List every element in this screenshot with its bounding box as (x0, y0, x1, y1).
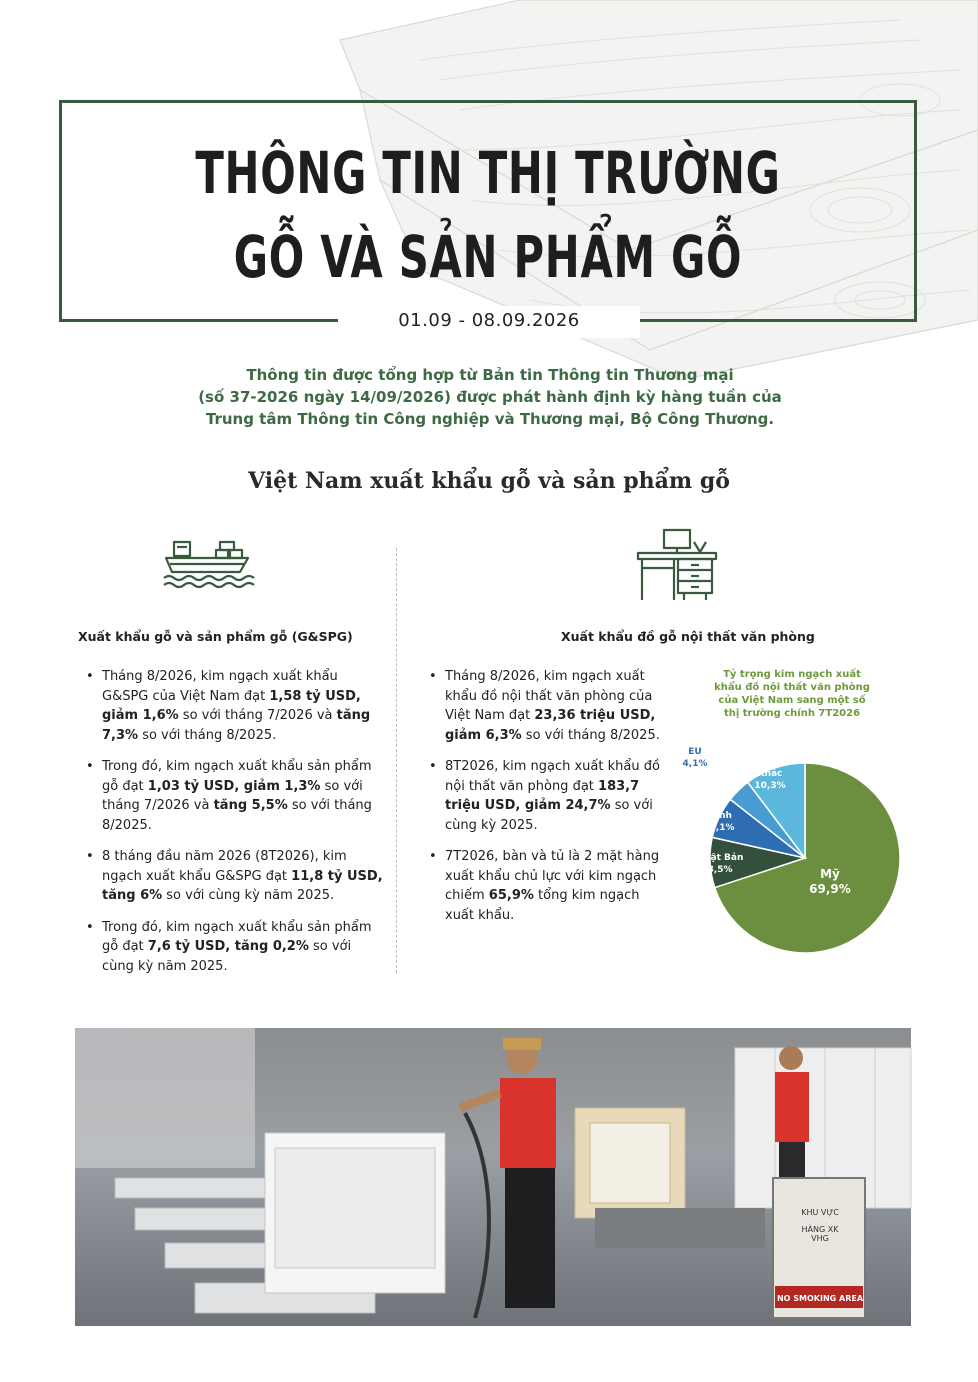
left-bullet-4-mid: so với cùng kỳ năm 2025. (102, 939, 352, 974)
right-bullet-2-pre: 8T2026, kim ngạch xuất khẩu đồ nội thất văn phòng đạt (445, 759, 660, 794)
left-bullet-2-b1: 1,03 tỷ USD, giảm 1,3% (147, 778, 321, 794)
sign-line-3: VHG (811, 1234, 829, 1243)
title-line-1: THÔNG TIN THỊ TRƯỜNG (195, 139, 781, 207)
left-bullet-1-post: so với tháng 8/2025. (138, 727, 277, 743)
pie-label-3-label: Anh (712, 811, 732, 821)
source-line-3: Trung tâm Thông tin Công nghiệp và Thương mại, Bộ Công Thương. (205, 410, 775, 428)
right-bullet-1 (445, 667, 667, 745)
pie-label-4-display: 4,1% (682, 759, 708, 769)
right-bullet-3-b1: 65,9% (488, 888, 534, 903)
left-bullet-1 (102, 667, 386, 745)
left-bullet-4-b1: 7,6 tỷ USD, tăng 0,2% (147, 939, 309, 954)
sign-line-1: KHU VỰC (801, 1208, 839, 1217)
pie-label-5-display: 10,3% (754, 781, 786, 791)
pie-label-1-display: 69,9% (809, 882, 851, 896)
left-bullet-4 (102, 918, 386, 977)
left-bullet-3-b1: 11,8 tỷ USD, tăng 6% (102, 868, 383, 903)
date-range: 01.09 - 08.09.2026 (398, 310, 580, 331)
right-bullet-2-mid: so với cùng kỳ 2025. (445, 798, 653, 833)
pie-label-3-display: 7,1% (709, 823, 735, 833)
left-bullet-3-pre: 8 tháng đầu năm 2026 (8T2026), kim ngạch xuất khẩu G&SPG đạt (102, 849, 347, 884)
left-bullet-list (84, 667, 386, 988)
right-bullet-1-b1: 23,36 triệu USD, giảm 6,3% (445, 708, 656, 743)
pie-chart (682, 747, 900, 960)
cargo-ship-icon (160, 538, 254, 588)
column-divider (396, 548, 397, 973)
source-note (140, 364, 840, 430)
left-subheading: Xuất khẩu gỗ và sản phẩm gỗ (G&SPG) (78, 629, 353, 644)
left-bullet-4-pre: Trong đó, kim ngạch xuất khẩu sản phẩm gỗ đạt (102, 919, 372, 954)
source-line-1: Thông tin được tổng hợp từ Bản tin Thông tin Thương mại (246, 366, 734, 384)
pie-label-1-label: Mỹ (820, 867, 840, 881)
pie-label-2-display: 8,5% (707, 865, 733, 875)
pie-chart-title: Tỷ trọng kim ngạch xuất khẩu đồ nội thất văn phòng của Việt Nam sang một số thị trường chính 7T2026 (714, 669, 870, 719)
left-bullet-1-b2: tăng 7,3% (102, 708, 371, 743)
right-bullet-3-pre: 7T2026, bàn và tủ là 2 mặt hàng xuất khẩu chủ lực với kim ngạch chiếm (445, 849, 660, 903)
right-bullet-3 (445, 847, 667, 925)
title-frame (59, 100, 917, 322)
right-bullet-2 (445, 757, 667, 835)
left-bullet-2-pre: Trong đó, kim ngạch xuất khẩu sản phẩm gỗ đạt (102, 759, 372, 794)
sign-label (775, 1208, 865, 1243)
title-line-2: GỖ VÀ SẢN PHẨM GỖ (233, 223, 743, 291)
factory-photo (75, 1028, 911, 1326)
no-smoking-banner: NO SMOKING AREA (776, 1294, 864, 1303)
section-title: Việt Nam xuất khẩu gỗ và sản phẩm gỗ (248, 468, 730, 494)
left-bullet-1-b1: 1,58 tỷ USD, giảm 1,6% (102, 688, 361, 723)
left-bullet-1-mid: so với tháng 7/2026 và (178, 708, 337, 723)
page-title (181, 131, 794, 299)
right-bullet-2-b1: 183,7 triệu USD, giảm 24,7% (445, 778, 640, 813)
left-bullet-2-mid: so với tháng 7/2026 và (102, 778, 363, 813)
right-bullet-1-mid: so với tháng 8/2025. (521, 727, 660, 743)
right-bullet-1-pre: Tháng 8/2026, kim ngạch xuất khẩu đồ nội thất văn phòng của Việt Nam đạt (445, 669, 653, 723)
office-desk-icon (636, 528, 718, 602)
source-line-2: (số 37-2026 ngày 14/09/2026) được phát hành định kỳ hàng tuần của (198, 388, 782, 406)
left-bullet-2-post: so với tháng 8/2025. (102, 798, 372, 833)
left-bullet-2-b2: tăng 5,5% (213, 798, 288, 813)
left-bullet-2 (102, 757, 386, 835)
right-subheading: Xuất khẩu đồ gỗ nội thất văn phòng (561, 629, 815, 644)
left-bullet-1-pre: Tháng 8/2026, kim ngạch xuất khẩu G&SPG của Việt Nam đạt (102, 669, 338, 704)
right-bullet-list (427, 667, 667, 937)
sign-line-2: HÀNG XK (801, 1225, 839, 1234)
left-bullet-3 (102, 847, 386, 906)
pie-label-5-label: Khác (757, 769, 783, 779)
left-bullet-3-mid: so với cùng kỳ năm 2025. (162, 888, 335, 903)
pie-label-4-label: EU (688, 747, 702, 757)
right-bullet-3-mid: tổng kim ngạch xuất khẩu. (445, 888, 640, 923)
pie-label-2-label: Nhật Bản (696, 853, 744, 863)
